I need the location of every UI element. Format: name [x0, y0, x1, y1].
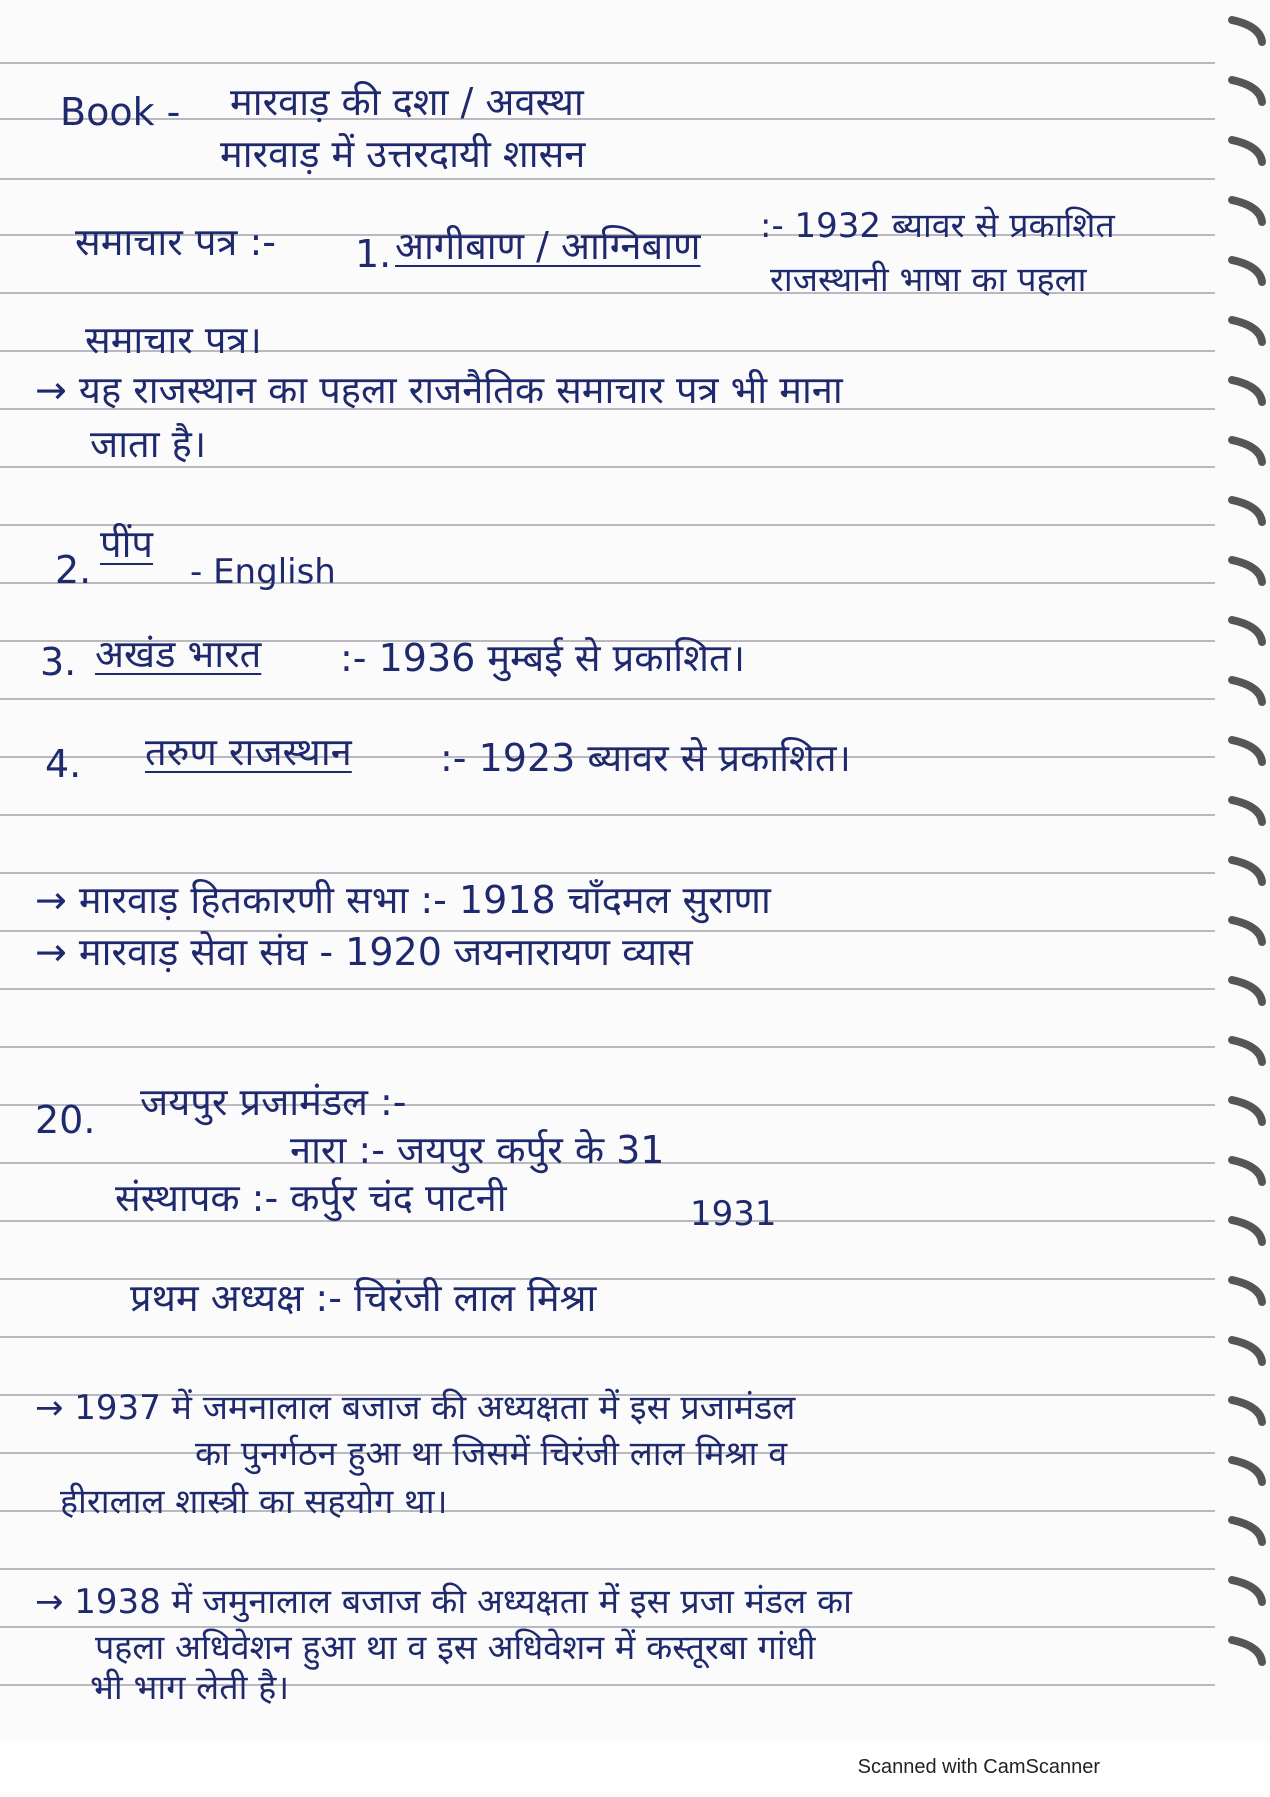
founder-year: 1931 [690, 1194, 777, 1234]
item-number: 2. [55, 548, 92, 592]
item-number: 4. [45, 742, 82, 786]
slogan-line: नारा :- जयपुर कर्पुर के 31 [290, 1128, 665, 1172]
ruled-line [0, 1220, 1215, 1222]
item-number: 3. [40, 640, 77, 684]
book-label: Book - [60, 90, 181, 134]
spiral-binding [1210, 0, 1270, 1797]
ruled-line [0, 582, 1215, 584]
ruled-line [0, 988, 1215, 990]
ruled-line [0, 1336, 1215, 1338]
newspaper-description: :- 1932 ब्यावर से प्रकाशित [760, 206, 1115, 246]
paragraph-line: → 1938 में जमुनालाल बजाज की अध्यक्षता में इस प्रजा मंडल का [35, 1582, 852, 1622]
newspaper-name: अखंड भारत [95, 632, 262, 676]
ruled-line [0, 524, 1215, 526]
founder-line: संस्थापक :- कर्पुर चंद पाटनी [115, 1176, 507, 1220]
note-line: → यह राजस्थान का पहला राजनैतिक समाचार पत्र भी माना [35, 368, 843, 412]
ruled-line [0, 178, 1215, 180]
newspaper-name: आगीबाण / आग्निबाण [395, 224, 701, 268]
newspapers-heading: समाचार पत्र :- [75, 220, 277, 264]
newspaper-description: :- 1923 ब्यावर से प्रकाशित। [440, 736, 851, 780]
ruled-line [0, 698, 1215, 700]
newspaper-description: - English [190, 552, 336, 592]
paragraph-line: भी भाग लेती है। [90, 1668, 290, 1708]
ruled-line [0, 466, 1215, 468]
president-line: प्रथम अध्यक्ष :- चिरंजी लाल मिश्रा [130, 1276, 597, 1320]
paragraph-line: हीरालाल शास्त्री का सहयोग था। [60, 1482, 448, 1522]
paragraph-line: → 1937 में जमनालाल बजाज की अध्यक्षता में इस प्रजामंडल [35, 1388, 796, 1428]
section-number: 20. [35, 1098, 96, 1142]
ruled-line [0, 62, 1215, 64]
organisation-line: → मारवाड़ हितकारणी सभा :- 1918 चाँदमल सुराणा [35, 878, 771, 922]
book-title-1: मारवाड़ की दशा / अवस्था [230, 80, 584, 124]
newspaper-name: पींप [100, 522, 154, 566]
book-title-2: मारवाड़ में उत्तरदायी शासन [220, 132, 586, 176]
note-line: जाता है। [90, 422, 207, 466]
ruled-line [0, 1046, 1215, 1048]
organisation-line: → मारवाड़ सेवा संघ - 1920 जयनारायण व्यास [35, 930, 693, 974]
ruled-line [0, 872, 1215, 874]
scanner-watermark: Scanned with CamScanner [857, 1756, 1100, 1778]
newspaper-description: राजस्थानी भाषा का पहला [770, 260, 1087, 300]
section-title: जयपुर प्रजामंडल :- [140, 1080, 407, 1124]
newspaper-description: :- 1936 मुम्बई से प्रकाशित। [340, 636, 746, 680]
paragraph-line: का पुनर्गठन हुआ था जिसमें चिरंजी लाल मिश्रा व [195, 1434, 788, 1474]
newspaper-description: समाचार पत्र। [85, 318, 262, 362]
paragraph-line: पहला अधिवेशन हुआ था व इस अधिवेशन में कस्तूरबा गांधी [95, 1628, 816, 1668]
ruled-line [0, 118, 1215, 120]
ruled-line [0, 814, 1215, 816]
item-number: 1. [355, 232, 392, 276]
newspaper-name: तरुण राजस्थान [145, 730, 352, 774]
ruled-line [0, 1568, 1215, 1570]
